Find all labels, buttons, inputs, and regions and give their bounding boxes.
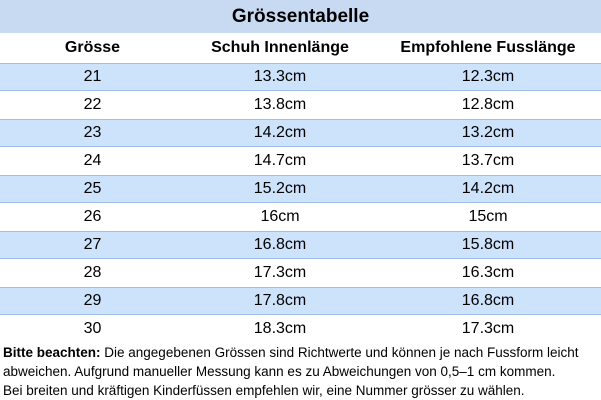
cell-shoe-length: 13.8cm (253, 96, 307, 113)
table-row (0, 119, 601, 147)
size-chart-title: Grössentabelle (0, 0, 601, 33)
cell-size: 24 (83, 152, 102, 169)
cell-shoe-length: 16.8cm (253, 236, 307, 253)
table-row (0, 91, 601, 119)
cell-foot-length: 15.8cm (461, 236, 515, 253)
cell-foot-length: 16.3cm (461, 264, 515, 281)
table-row (0, 203, 601, 231)
header-recommended-foot-length: Empfohlene Fusslänge (400, 39, 576, 56)
table-row (0, 287, 601, 315)
cell-shoe-length: 14.2cm (253, 124, 307, 141)
note-text-1: Die angegebenen Grössen sind Richtwerte und können je nach Fussform leicht (100, 345, 579, 360)
cell-size: 23 (83, 124, 102, 141)
note-line-2: abweichen. Aufgrund manueller Messung kann es zu Abweichungen von 0,5–1 cm kommen. (3, 364, 556, 379)
header-shoe-inner-length: Schuh Innenlänge (211, 39, 349, 56)
cell-foot-length: 13.2cm (461, 124, 515, 141)
cell-foot-length: 15cm (468, 208, 508, 225)
cell-foot-length: 17.3cm (461, 320, 515, 337)
cell-shoe-length: 18.3cm (253, 320, 307, 337)
cell-size: 30 (83, 320, 102, 337)
note-line-1 (3, 343, 599, 362)
table-row (0, 315, 601, 343)
note-line-3: Bei breiten und kräftigen Kinderfüssen empfehlen wir, eine Nummer grösser zu wählen. (3, 383, 525, 398)
table-header-row (0, 33, 601, 63)
header-size: Grösse (64, 39, 121, 56)
cell-size: 28 (83, 264, 102, 281)
table-row (0, 147, 601, 175)
size-table (0, 33, 601, 343)
cell-size: 26 (83, 208, 102, 225)
size-note (3, 343, 599, 400)
cell-shoe-length: 15.2cm (253, 180, 307, 197)
note-label: Bitte beachten: (3, 345, 101, 360)
cell-shoe-length: 17.8cm (253, 292, 307, 309)
table-row (0, 63, 601, 91)
table-row (0, 231, 601, 259)
cell-size: 29 (83, 292, 102, 309)
cell-size: 25 (83, 180, 102, 197)
cell-foot-length: 12.8cm (461, 96, 515, 113)
cell-foot-length: 13.7cm (461, 152, 515, 169)
cell-shoe-length: 17.3cm (253, 264, 307, 281)
cell-shoe-length: 14.7cm (253, 152, 307, 169)
cell-shoe-length: 16cm (260, 208, 300, 225)
table-row (0, 259, 601, 287)
cell-foot-length: 16.8cm (461, 292, 515, 309)
cell-size: 27 (83, 236, 102, 253)
table-row (0, 175, 601, 203)
cell-foot-length: 12.3cm (461, 68, 515, 85)
cell-shoe-length: 13.3cm (253, 68, 307, 85)
cell-size: 21 (83, 68, 102, 85)
cell-foot-length: 14.2cm (461, 180, 515, 197)
cell-size: 22 (83, 96, 102, 113)
